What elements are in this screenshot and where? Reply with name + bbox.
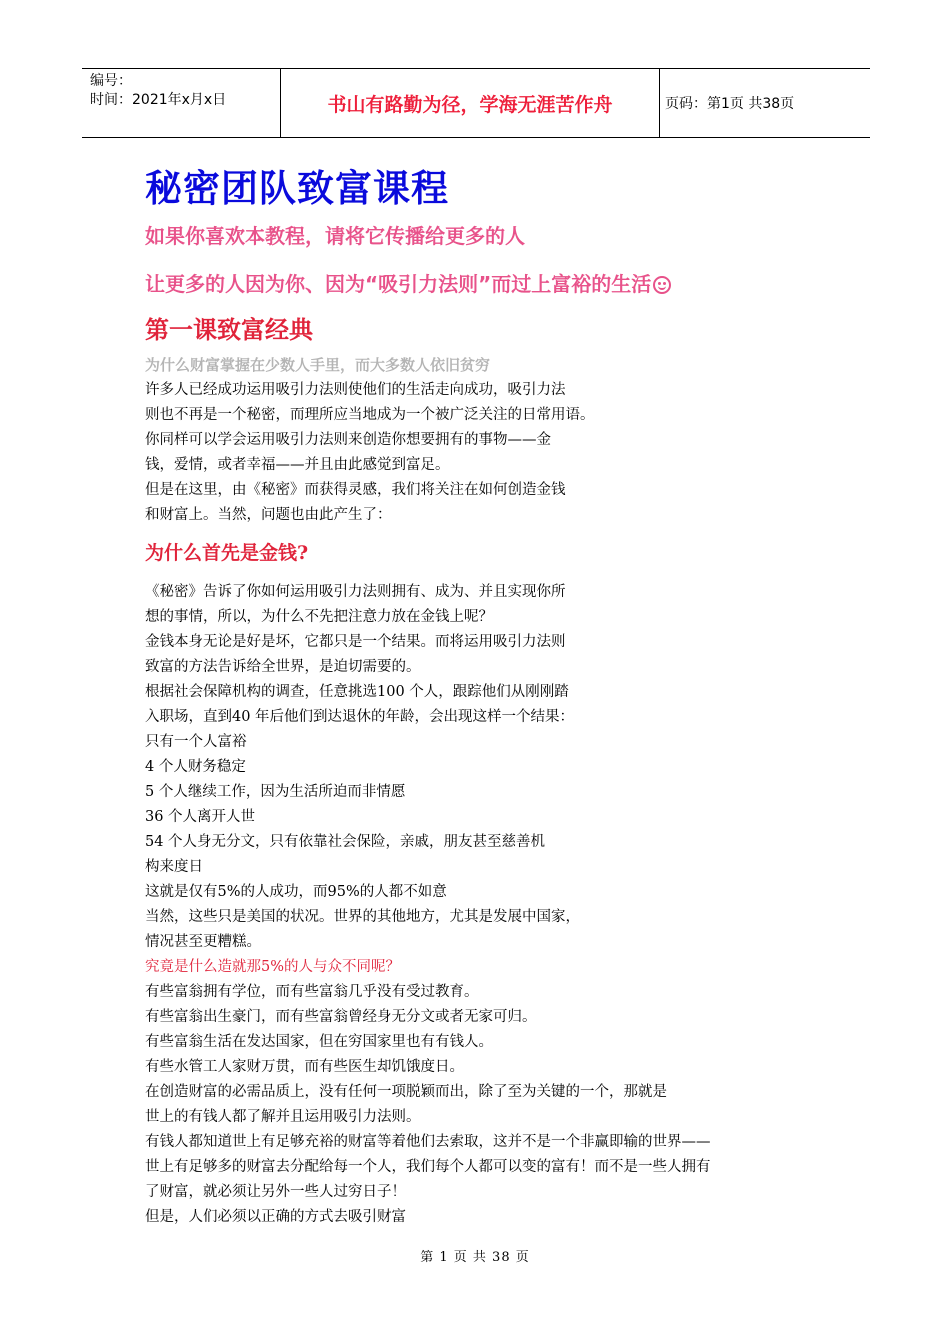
text-line: 5 个人继续工作，因为生活所迫而非情愿 bbox=[145, 784, 406, 800]
intro-line-2-text: 让更多的人因为你、因为“吸引力法则”而过上富裕的生活 bbox=[145, 272, 652, 296]
section1-paragraph bbox=[145, 378, 845, 528]
text-line: 许多人已经成功运用吸引力法则使他们的生活走向成功，吸引力法 bbox=[145, 382, 566, 398]
header-motto: 书山有路勤为径，学海无涯苦作舟 bbox=[280, 69, 660, 137]
text-line: 有些富翁出生豪门，而有些富翁曾经身无分文或者无家可归。 bbox=[145, 1009, 537, 1025]
text-line: 世上的有钱人都了解并且运用吸引力法则。 bbox=[145, 1109, 421, 1125]
text-line: 只有一个人富裕 bbox=[145, 734, 247, 750]
section2-paragraph bbox=[145, 580, 845, 1230]
text-line: 入职场，直到40 年后他们到达退休的年龄，会出现这样一个结果： bbox=[145, 709, 575, 725]
text-line: 世上有足够多的财富去分配给每一个人，我们每个人都可以变的富有！而不是一些人拥有 bbox=[145, 1159, 711, 1175]
lesson-title: 第一课致富经典 bbox=[145, 315, 313, 344]
text-line: 构来度日 bbox=[145, 859, 203, 875]
document-title: 秘密团队致富课程 bbox=[145, 166, 449, 210]
text-line: 但是在这里，由《秘密》而获得灵感，我们将关注在如何创造金钱 bbox=[145, 482, 566, 498]
text-line: 致富的方法告诉给全世界，是迫切需要的。 bbox=[145, 659, 421, 675]
text-line: 但是，人们必须以正确的方式去吸引财富 bbox=[145, 1209, 406, 1225]
text-line: 钱，爱情，或者幸福——并且由此感觉到富足。 bbox=[145, 457, 450, 473]
intro-line-2 bbox=[145, 264, 845, 304]
header-number-label: 编号： bbox=[90, 73, 132, 89]
header-date: 时间：2021年x月x日 bbox=[90, 92, 227, 108]
text-line: 有些富翁拥有学位，而有些富翁几乎没有受过教育。 bbox=[145, 984, 479, 1000]
text-line: 这就是仅有5%的人成功，而95%的人都不如意 bbox=[145, 884, 447, 900]
text-line: 则也不再是一个秘密，而理所应当地成为一个被广泛关注的日常用语。 bbox=[145, 407, 595, 423]
text-line: 有些富翁生活在发达国家，但在穷国家里也有有钱人。 bbox=[145, 1034, 493, 1050]
document-body bbox=[145, 160, 845, 1230]
text-line: 有些水管工人家财万贯，而有些医生却饥饿度日。 bbox=[145, 1059, 464, 1075]
header-page-info: 页码：第1页 共38页 bbox=[665, 96, 795, 112]
text-line: 根据社会保障机构的调查，任意挑选100 个人，跟踪他们从刚刚踏 bbox=[145, 684, 569, 700]
text-line: 36 个人离开人世 bbox=[145, 809, 256, 825]
text-line: 有钱人都知道世上有足够充裕的财富等着他们去索取，这并不是一个非赢即输的世界—— bbox=[145, 1134, 711, 1150]
intro-line-1: 如果你喜欢本教程，请将它传播给更多的人 bbox=[145, 224, 525, 248]
text-line: 《秘密》告诉了你如何运用吸引力法则拥有、成为、并且实现你所 bbox=[145, 584, 566, 600]
section2-title: 为什么首先是金钱? bbox=[145, 542, 309, 564]
smiley-icon bbox=[653, 276, 671, 294]
subheading: 为什么财富掌握在少数人手里，而大多数人依旧贫穷 bbox=[145, 356, 491, 374]
page-header bbox=[82, 68, 870, 138]
text-line: 你同样可以学会运用吸引力法则来创造你想要拥有的事物——金 bbox=[145, 432, 551, 448]
text-line: 在创造财富的必需品质上，没有任何一项脱颖而出，除了至为关键的一个，那就是 bbox=[145, 1084, 667, 1100]
header-meta bbox=[90, 72, 272, 110]
text-line: 当然，这些只是美国的状况。世界的其他地方，尤其是发展中国家， bbox=[145, 909, 580, 925]
text-line: 了财富，就必须让另外一些人过穷日子！ bbox=[145, 1184, 406, 1200]
text-line: 和财富上。当然，问题也由此产生了： bbox=[145, 507, 392, 523]
text-line: 54 个人身无分文，只有依靠社会保险，亲戚，朋友甚至慈善机 bbox=[145, 834, 546, 850]
red-question: 究竟是什么造就那5%的人与众不同呢？ bbox=[145, 959, 401, 975]
page-footer: 第 1 页 共 38 页 bbox=[420, 1250, 530, 1265]
text-line: 4 个人财务稳定 bbox=[145, 759, 246, 775]
text-line: 想的事情，所以，为什么不先把注意力放在金钱上呢？ bbox=[145, 609, 493, 625]
text-line: 情况甚至更糟糕。 bbox=[145, 934, 261, 950]
text-line: 金钱本身无论是好是坏，它都只是一个结果。而将运用吸引力法则 bbox=[145, 634, 566, 650]
